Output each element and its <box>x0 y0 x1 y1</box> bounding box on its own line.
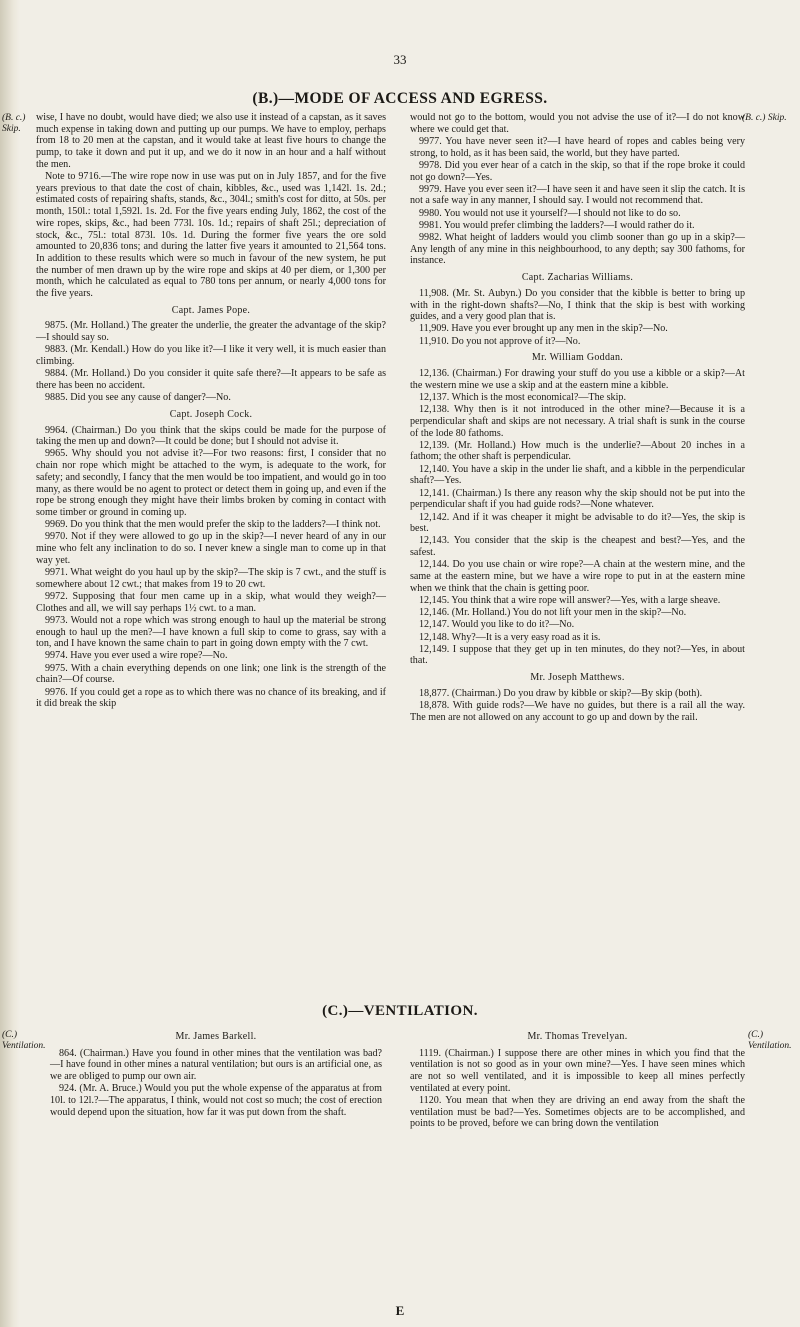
paragraph: 9980. You would not use it yourself?—I should not like to do so. <box>419 207 681 219</box>
witness-name: Capt. Zacharias Williams. <box>521 272 634 284</box>
paragraph: 12,142. And if it was cheaper it might be advisable to do it?—Yes, the skip is best. <box>410 511 745 535</box>
paragraph: 9972. Supposing that four men came up in a skip, what would they weigh?—Clothes and all, we will say perhaps 1½ cwt. to a man. <box>36 590 386 614</box>
paragraph: 11,910. Do you not approve of it?—No. <box>419 335 581 347</box>
paragraph: 9970. Not if they were allowed to go up in the skip?—I never heard of any in our mine who felt any inclination to do so. I never knew a single man to come up in that way yet. <box>36 531 386 566</box>
section-b-heading: (B.)—MODE OF ACCESS AND EGRESS. <box>252 90 548 107</box>
paragraph: 12,149. I suppose that they get up in ten minutes, do they not?—Yes, in about that. <box>410 643 745 667</box>
paragraph: 9979. Have you ever seen it?—I have seen it and have seen it slip the catch. It is not a safe way in any manner, I should say. I would not recommend that. <box>410 183 745 207</box>
section-c-left-text <box>50 1048 382 1119</box>
paragraph: 12,143. You consider that the skip is the cheapest and best?—Yes, and the safest. <box>410 535 745 559</box>
section-b-margin-note-left: (B. c.) Skip. <box>2 113 26 134</box>
paragraph: 12,137. Which is the most economical?—The skip. <box>419 391 626 403</box>
section-b-left-column <box>36 112 386 710</box>
section-c-right-text <box>410 1048 745 1130</box>
section-c-margin-note-right: (C.) Ventilation. <box>748 1030 792 1051</box>
paragraph: 12,148. Why?—It is a very easy road as it is. <box>419 631 601 643</box>
paragraph: 924. (Mr. A. Bruce.) Would you put the whole expense of the apparatus at from 10l. to 12l.?—The apparatus, I think, would not cost so much; the cost of erection would depend upon the situation, how far it was put down from the shaft. <box>50 1083 382 1118</box>
witness-name: Mr. Joseph Matthews. <box>530 672 625 684</box>
paragraph: 9971. What weight do you haul up by the skip?—The skip is 7 cwt., and the stuff is somewhere about 12 cwt.; that makes from 19 to 20 cwt. <box>36 567 386 590</box>
section-c-heading: (C.)—VENTILATION. <box>322 1003 478 1019</box>
paragraph: 864. (Chairman.) Have you found in other mines that the ventilation was bad?—I have found in other mines a natural ventilation; but ours is an artificial one, as we are obliged to pump our own air. <box>50 1047 382 1083</box>
witness-name: Mr. James Barkell. <box>175 1031 257 1042</box>
paragraph: 9973. Would not a rope which was strong enough to haul up the material be strong enough to haul up the men?—I have known a full skip to come to grass, say with a ton, and I have known the same chain to part in going down empty with the 7 cwt. <box>36 614 386 650</box>
witness-name: Capt. Joseph Cock. <box>169 408 253 420</box>
witness-name: Capt. James Pope. <box>171 304 251 316</box>
section-c-margin-note-left: (C.) Ventilation. <box>2 1030 46 1051</box>
paragraph: 18,878. With guide rods?—We have no guides, but there is a rail all the way. The men are not allowed on any account to go up and down by the rail. <box>410 700 745 723</box>
paragraph: 9883. (Mr. Kendall.) How do you like it?—I like it very well, it is much easier than climbing. <box>36 344 386 368</box>
paragraph: 1120. You mean that when they are driving an end away from the shaft the ventilation must be bad?—Yes. Sometimes objects are to be accomplished, and points to be proved, before we can bring down the ventilation <box>410 1095 745 1130</box>
paragraph: 9969. Do you think that the men would prefer the skip to the ladders?—I think not. <box>45 519 381 531</box>
section-b-right-column <box>410 112 745 724</box>
binding-edge <box>0 0 20 1327</box>
witness-name: Mr. Thomas Trevelyan. <box>527 1031 628 1042</box>
paragraph: 12,144. Do you use chain or wire rope?—A chain at the western mine, and the same at the eastern mine, but we have a wire rope to put in at the eastern mine when we think that the chain is getting poor. <box>410 559 745 594</box>
paragraph: 9978. Did you ever hear of a catch in the skip, so that if the rope broke it could not go down?—Yes. <box>410 159 745 183</box>
paragraph: 9965. Why should you not advise it?—For two reasons: first, I consider that no chain nor rope which might be attached to the wym, is adequate to the work, for safety; and secondly, I fancy that the men would be too impatient, and would go in too many, as there would be no agent to protect or detect them in going up, and even if the rope be strong enough they might have their limbs broken by coming in contact with some timber or ground in coming up. <box>36 448 386 518</box>
paragraph: 12,139. (Mr. Holland.) How much is the underlie?—About 20 inches in a fathom; the other shaft is perpendicular. <box>410 439 745 463</box>
paragraph: 11,908. (Mr. St. Aubyn.) Do you consider that the kibble is better to bring up with in the right-down shafts?—No, I think that the skip is best with working guides, and a very good plan that is. <box>410 287 745 323</box>
paragraph: 12,146. (Mr. Holland.) You do not lift your men in the skip?—No. <box>419 607 687 619</box>
paragraph: 12,141. (Chairman.) Is there any reason why the skip should not be put into the perpendicular shaft if you had guide rods?—None whatever. <box>410 487 745 511</box>
paragraph: 9974. Have you ever used a wire rope?—No. <box>45 650 228 662</box>
paragraph: 9964. (Chairman.) Do you think that the skips could be made for the purpose of taking the men up and down?—It could be done; but I should not advise it. <box>36 424 386 448</box>
paragraph: 9884. (Mr. Holland.) Do you consider it quite safe there?—It appears to be safe as there has been no accident. <box>36 368 386 391</box>
section-b-margin-note-right: (B. c.) Skip. <box>742 113 787 123</box>
paragraph: 12,136. (Chairman.) For drawing your stuff do you use a kibble or a skip?—At the western mine we use a skip and at the eastern mine a kibble. <box>410 368 745 391</box>
paragraph: 9875. (Mr. Holland.) The greater the underlie, the greater the advantage of the skip?—I should say so. <box>36 320 386 344</box>
paragraph: Note to 9716.—The wire rope now in use was put on in July 1857, and for the five years previous to that date the cost of chain, kibbles, &c., used was 1,142l. 1s. 2d.; estimated costs of repairing shafts, stands, &c., 304l.; smith's cost for ditto, at 50s. per month, 150l.: total 1,592l. 1s. 2d. For the five years ending July, 1862, the cost of the wire ropes, skips, &c., had been 773l. 10s. 1d.; repairs of shaft 25l.; depreciation of stock, &c., 75l.: total 873l. 10s. 1d. During the former five years the ore sold amounted to 20,836 tons; and during the latter five years it amounted to 21,564 tons. In addition to these results which were so much in favour of the new system, he put the number of men drawn up by the wire rope and skips at 40 per diem, or 1,300 per month, which he calculated as equal to 780 tons per annum, or nearly 4,000 tons for the five years. <box>36 171 386 300</box>
paragraph: 12,138. Why then is it not introduced in the other mine?—Because it is a perpendicular shaft and skips are not necessary. A trial shaft is sunk in the course of the lode 80 fathoms. <box>410 404 745 439</box>
paragraph: 18,877. (Chairman.) Do you draw by kibble or skip?—By skip (both). <box>419 687 703 699</box>
page-number: 33 <box>393 52 407 67</box>
paragraph: 9976. If you could get a rope as to which there was no chance of its breaking, and if it did break the skip <box>36 686 386 710</box>
paragraph: 11,909. Have you ever brought up any men in the skip?—No. <box>419 323 668 335</box>
section-c-right-column <box>410 1031 745 1131</box>
section-c-left-column <box>50 1031 382 1119</box>
paragraph: would not go to the bottom, would you not advise the use of it?—I do not know where we could get that. <box>410 112 745 135</box>
paragraph: 12,140. You have a skip in the under lie shaft, and a kibble in the perpendicular shaft?—Yes. <box>410 463 745 487</box>
paragraph: 9977. You have never seen it?—I have heard of ropes and cables being very strong, to hold, as it has been said, the world, but they have parted. <box>410 135 745 159</box>
paragraph: 1119. (Chairman.) I suppose there are other mines in which you find that the ventilation is not so good as in your own mine?—Yes. I have seen mines which are not so well ventilated, and it is impossible to keep all mines perfectly ventilated at every point. <box>410 1047 745 1094</box>
paragraph: 9981. You would prefer climbing the ladders?—I would rather do it. <box>419 219 695 231</box>
paragraph: 9975. With a chain everything depends on one link; one link is the strength of the chain?—Of course. <box>36 662 386 686</box>
paragraph: 12,145. You think that a wire rope will answer?—Yes, with a large sheave. <box>419 594 721 606</box>
witness-name: Mr. William Goddan. <box>531 352 624 364</box>
signature-mark: E <box>395 1303 405 1318</box>
paragraph: 12,147. Would you like to do it?—No. <box>419 619 575 631</box>
paragraph: 9885. Did you see any cause of danger?—No. <box>45 392 231 404</box>
paragraph: 9982. What height of ladders would you climb sooner than go up in a skip?—Any length of any mine in this neighbourhood, to any depth; say 300 fathoms, for instance. <box>410 232 745 267</box>
paragraph: wise, I have no doubt, would have died; we also use it instead of a capstan, as it saves much expense in taking down and putting up our pumps. We have to employ, perhaps from 18 to 20 men at the capstan, and it would take at least five hours to change the pump, to take it down and put it up, and we do it now in an hour and a half without the men. <box>36 112 386 170</box>
